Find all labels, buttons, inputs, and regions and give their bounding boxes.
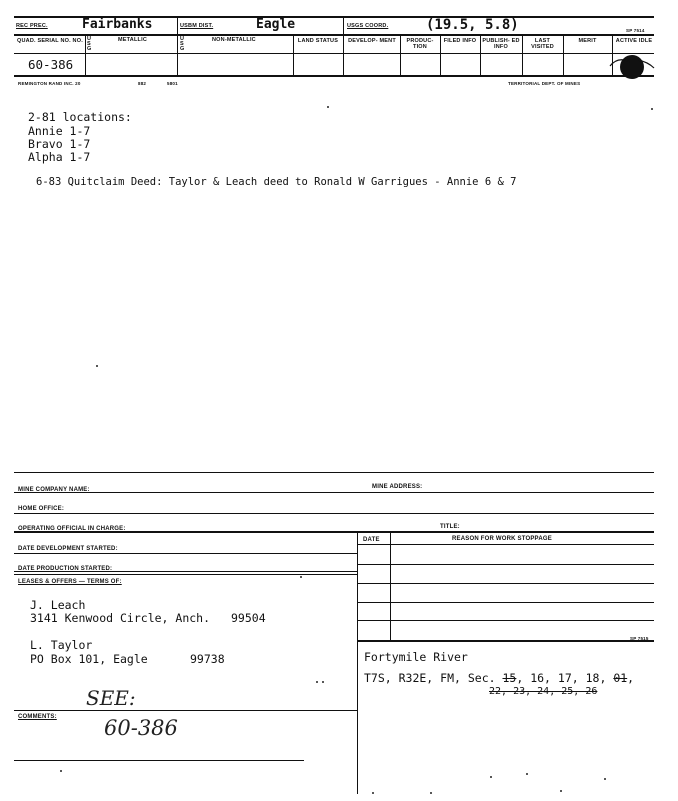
usbm-dist-value: Eagle [256,17,296,32]
rec-prec-value: Fairbanks [82,17,153,32]
quitclaim-note: 6-83 Quitclaim Deed: Taylor & Leach deed to Ronald W Garrigues - Annie 6 & 7 [36,176,517,188]
quad-serial-value: 60-386 [28,57,74,72]
operating-official-label: OPERATING OFFICIAL IN CHARGE: [18,526,126,532]
section-prefix: T7S, R32E, FM, Sec. [364,671,496,685]
owner-2-address: PO Box 101, Eagle [30,652,148,666]
leases-label: LEASES & OFFERS — TERMS OF: [18,579,122,585]
handwritten-see: SEE: [86,686,136,710]
usgs-coord-value: (19.5, 5.8) [426,17,519,33]
active-marker-icon [608,52,656,82]
usgs-coord-label: USGS COORD. [347,23,389,29]
col-metallic: METALLIC [118,37,147,43]
owner-2-name: L. Taylor [30,638,93,652]
title-label: TITLE: [440,524,460,530]
col-filed-info: FILED INFO [443,38,477,44]
owner-1-name: J. Leach [30,598,86,612]
section-struck-2: 01 [613,671,628,685]
printer-imprint: REMINGTON RAND INC. 20 [18,81,81,86]
location-item-annie: Annie 1-7 [28,124,91,138]
mine-address-label: MINE ADDRESS: [372,484,423,490]
location-item-alpha: Alpha 1-7 [28,150,91,164]
location-name: Fortymile River [364,650,468,664]
owner-2-zip: 99738 [190,652,225,666]
handwritten-reference: 60-386 [104,716,178,740]
locations-title: 2-81 locations: [28,110,132,124]
col-published-info: PUBLISH- ED INFO [482,38,520,50]
form-number: SP 7514 [626,28,645,33]
date-production-label: DATE PRODUCTION STARTED: [18,566,113,572]
form-number-2: SP 7515 [630,636,649,641]
section-struck-1: 15 [502,671,517,685]
section-kept: , 16, 17, 18, [516,671,607,685]
col-nonmetallic: NON-METALLIC [212,37,256,43]
col-usg-mark: U S G [87,36,92,52]
home-office-label: HOME OFFICE: [18,506,65,512]
col-merit: MERIT [578,38,597,44]
usbm-dist-label: USBM DIST. [180,23,214,29]
owner-1-address: 3141 Kenwood Circle, Anch. [30,611,211,625]
col-last-visited: LAST VISITED [531,38,554,50]
rec-prec-label: REC PREC. [16,23,48,29]
location-item-bravo: Bravo 1-7 [28,137,91,151]
col-land-status: LAND STATUS [297,38,339,44]
col-usg-mark-2: U S G [180,36,185,52]
comments-label: COMMENTS: [18,714,57,720]
date-column-header: DATE [363,537,380,543]
col-production: PRODUC- TION [406,38,434,50]
date-development-label: DATE DEVELOPMENT STARTED: [18,546,118,552]
col-active-idle: ACTIVE IDLE [615,38,653,44]
printer-code-1: 882 [138,81,147,86]
location-description: T7S, R32E, FM, Sec. 15, 16, 17, 18, 01, [364,671,635,685]
col-quad-serial: QUAD. SERIAL NO. NO. [17,38,83,44]
dept-imprint: TERRITORIAL DEPT. OF MINES [508,81,581,86]
reason-column-header: REASON FOR WORK STOPPAGE [452,536,552,542]
mine-company-name-label: MINE COMPANY NAME: [18,487,90,493]
section-struck-line: 22, 23, 24, 25, 26 [489,686,598,697]
col-development: DEVELOP- MENT [348,38,396,44]
owner-1-zip: 99504 [231,611,266,625]
printer-code-2: 5801 [167,81,178,86]
